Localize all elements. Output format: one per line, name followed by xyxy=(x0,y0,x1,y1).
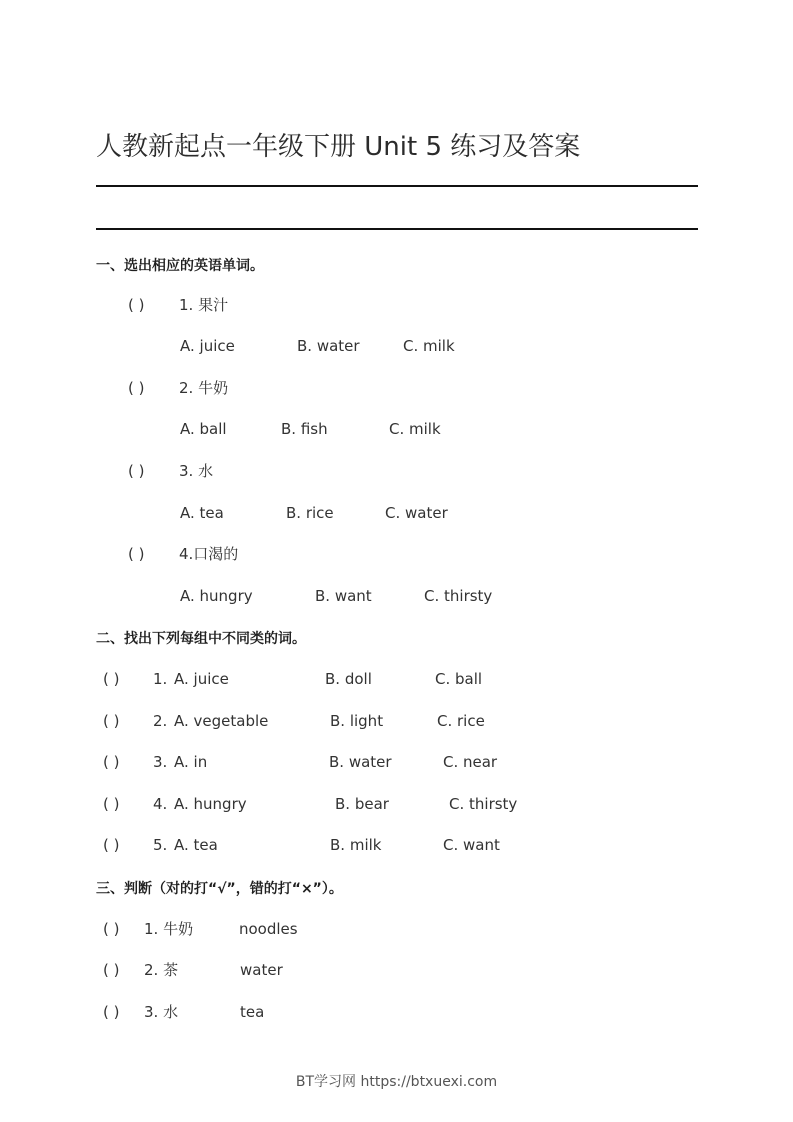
option-c: C. milk xyxy=(389,420,441,438)
answer-bracket[interactable]: ( ) xyxy=(103,712,120,730)
answer-bracket[interactable]: ( ) xyxy=(103,1003,120,1021)
answer-bracket[interactable]: ( ) xyxy=(103,836,120,854)
option-a: A. hungry xyxy=(180,587,253,605)
option-a: A. hungry xyxy=(174,795,247,813)
footer-text: BT学习网 https://btxuexi.com xyxy=(295,1074,498,1090)
option-a: A. in xyxy=(174,753,208,771)
option-a: A. ball xyxy=(180,420,227,438)
question-word: water xyxy=(240,961,283,979)
option-a: A. tea xyxy=(174,836,218,854)
answer-bracket[interactable]: ( ) xyxy=(128,545,145,563)
question-number: 3. xyxy=(153,753,168,771)
option-b: B. milk xyxy=(330,836,382,854)
answer-bracket[interactable]: ( ) xyxy=(103,670,120,688)
option-b: B. fish xyxy=(281,420,328,438)
page-title: 人教新起点一年级下册 Unit 5 练习及答案 xyxy=(96,132,581,162)
question-prompt: 3. 水 xyxy=(144,1003,179,1021)
answer-bracket[interactable]: ( ) xyxy=(128,296,145,314)
option-a: A. juice xyxy=(180,337,235,355)
option-c: C. thirsty xyxy=(449,795,518,813)
option-a: A. vegetable xyxy=(174,712,269,730)
question-number: 4. xyxy=(153,795,168,813)
option-b: B. doll xyxy=(325,670,372,688)
option-c: C. rice xyxy=(437,712,485,730)
option-a: A. juice xyxy=(174,670,229,688)
option-c: C. want xyxy=(443,836,500,854)
question-prompt: 3. 水 xyxy=(179,462,214,480)
question-number: 1. xyxy=(153,670,168,688)
answer-bracket[interactable]: ( ) xyxy=(103,920,120,938)
option-c: C. near xyxy=(443,753,498,771)
option-b: B. light xyxy=(330,712,384,730)
question-word: tea xyxy=(240,1003,265,1021)
answer-bracket[interactable]: ( ) xyxy=(103,795,120,813)
question-number: 5. xyxy=(153,836,168,854)
answer-bracket[interactable]: ( ) xyxy=(128,462,145,480)
question-number: 2. xyxy=(153,712,168,730)
option-b: B. water xyxy=(297,337,360,355)
question-prompt: 2. 茶 xyxy=(144,961,179,979)
section1-heading: 一、选出相应的英语单词。 xyxy=(96,258,264,274)
option-b: B. bear xyxy=(335,795,389,813)
question-prompt: 2. 牛奶 xyxy=(179,379,229,397)
option-b: B. want xyxy=(315,587,372,605)
option-b: B. rice xyxy=(286,504,334,522)
title-rule-bottom xyxy=(96,228,698,230)
title-rule-top xyxy=(96,185,698,187)
question-prompt: 1. 牛奶 xyxy=(144,920,194,938)
option-c: C. ball xyxy=(435,670,483,688)
option-a: A. tea xyxy=(180,504,224,522)
option-c: C. thirsty xyxy=(424,587,493,605)
answer-bracket[interactable]: ( ) xyxy=(103,961,120,979)
question-word: noodles xyxy=(239,920,298,938)
option-b: B. water xyxy=(329,753,392,771)
answer-bracket[interactable]: ( ) xyxy=(103,753,120,771)
answer-bracket[interactable]: ( ) xyxy=(128,379,145,397)
option-c: C. milk xyxy=(403,337,455,355)
question-prompt: 4.口渴的 xyxy=(179,545,239,563)
section3-heading: 三、判断（对的打“√”，错的打“×”）。 xyxy=(96,881,343,897)
question-prompt: 1. 果汁 xyxy=(179,296,229,314)
section2-heading: 二、找出下列每组中不同类的词。 xyxy=(96,631,306,647)
option-c: C. water xyxy=(385,504,448,522)
